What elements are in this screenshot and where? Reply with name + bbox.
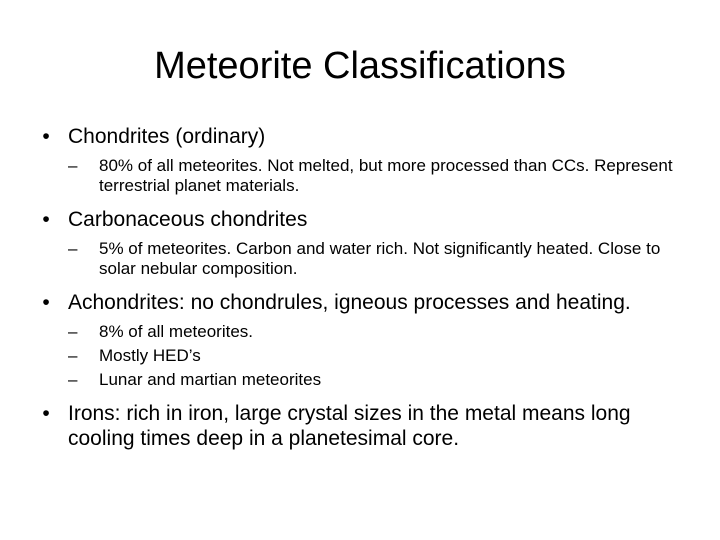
dash-icon: – [68, 239, 78, 258]
bullet-text: Irons: rich in iron, large crystal sizes in the metal means long cooling times deep in a planetesimal core. [68, 402, 631, 450]
bullet-irons [36, 401, 686, 451]
bullet-carbonaceous-chondrites [36, 207, 686, 232]
subbullet-text: Mostly HED’s [99, 346, 201, 365]
subbullet-achondrites-1 [36, 322, 686, 342]
slide-body [36, 124, 686, 451]
bullet-dot-icon: • [42, 291, 50, 314]
bullet-text: Achondrites: no chondrules, igneous processes and heating. [68, 291, 631, 314]
subbullet-achondrites-3 [36, 370, 686, 390]
subbullet-chondrites-1 [36, 156, 686, 196]
subbullet-achondrites-2 [36, 346, 686, 366]
subbullet-text: 80% of all meteorites. Not melted, but more processed than CCs. Represent terrestrial planet materials. [99, 156, 673, 195]
slide-title: Meteorite Classifications [154, 45, 566, 87]
bullet-chondrites [36, 124, 686, 149]
dash-icon: – [68, 346, 78, 365]
subbullet-carbonaceous-1 [36, 239, 686, 279]
bullet-achondrites [36, 290, 686, 315]
bullet-dot-icon: • [42, 402, 50, 425]
dash-icon: – [68, 156, 78, 175]
dash-icon: – [68, 370, 78, 389]
bullet-dot-icon: • [42, 125, 50, 148]
dash-icon: – [68, 322, 78, 341]
bullet-dot-icon: • [42, 208, 50, 231]
subbullet-text: 5% of meteorites. Carbon and water rich. Not significantly heated. Close to solar nebular composition. [99, 239, 661, 278]
subbullet-text: Lunar and martian meteorites [99, 370, 322, 389]
subbullet-text: 8% of all meteorites. [99, 322, 254, 341]
bullet-text: Carbonaceous chondrites [68, 208, 308, 231]
bullet-text: Chondrites (ordinary) [68, 125, 266, 148]
